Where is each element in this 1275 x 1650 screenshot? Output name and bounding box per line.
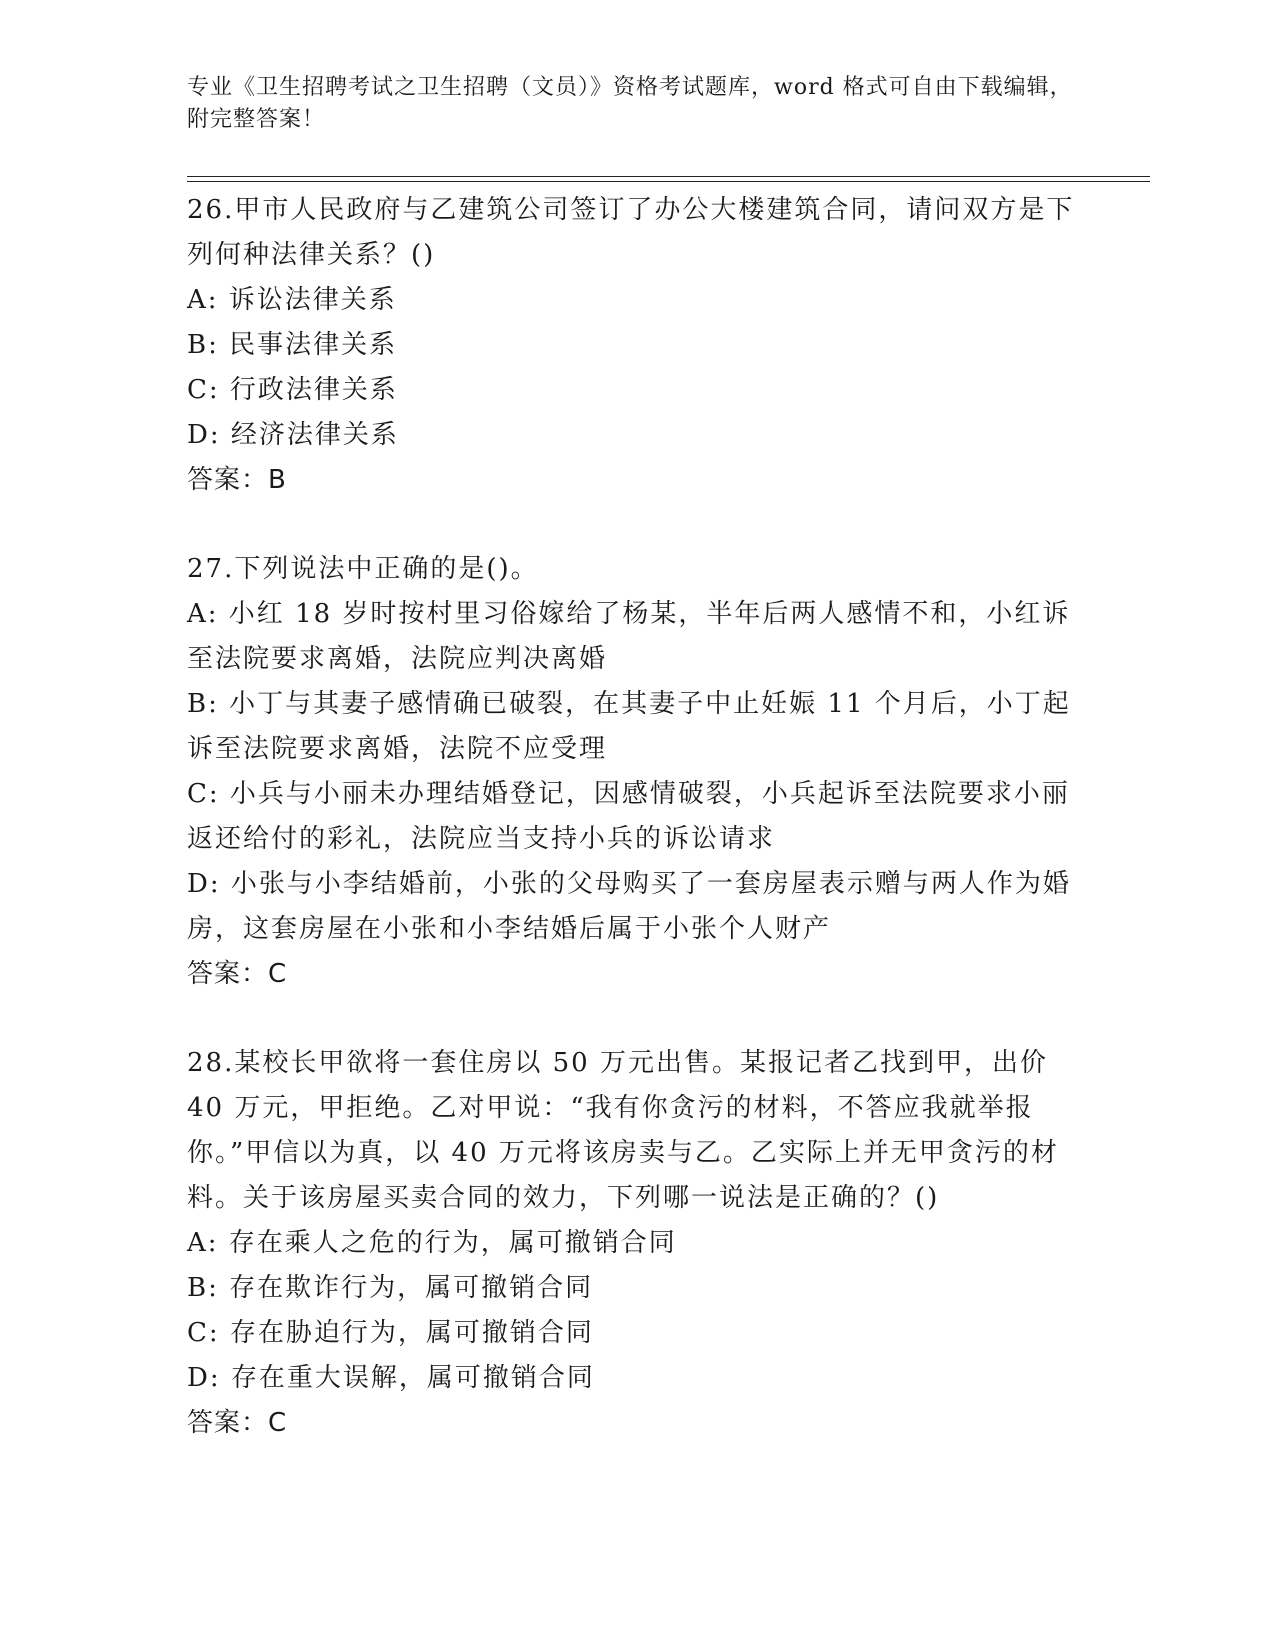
header-divider-bottom: [187, 181, 1150, 182]
header-divider-top: [187, 176, 1150, 177]
option-c: C: 小兵与小丽未办理结婚登记，因感情破裂，小兵起诉至法院要求小丽返还给付的彩礼，法院应当支持小兵的诉讼请求: [187, 779, 1070, 854]
question-stem: 28.某校长甲欲将一套住房以 50 万元出售。某报记者乙找到甲，出价 40 万元，甲拒绝。乙对甲说：“我有你贪污的材料，不答应我就举报你。”甲信以为真，以 40 万元将该房卖与乙。乙实际上并无甲贪污的材料。关于该房屋买卖合同的效力，下列哪一说法是正确的？(): [187, 1048, 1059, 1213]
question-28: [187, 1041, 1087, 1446]
option-a: A: 小红 18 岁时按村里习俗嫁给了杨某，半年后两人感情不和，小红诉至法院要求离婚，法院应判决离婚: [187, 599, 1071, 674]
option-b: B: 存在欺诈行为，属可撤销合同: [187, 1273, 594, 1303]
question-stem: 26.甲市人民政府与乙建筑公司签订了办公大楼建筑合同，请问双方是下列何种法律关系？(): [187, 195, 1075, 270]
option-a: A: 存在乘人之危的行为，属可撤销合同: [187, 1228, 677, 1258]
option-b: B: 民事法律关系: [187, 330, 398, 360]
answer-line: 答案：B: [187, 465, 287, 495]
header-note: 专业《卫生招聘考试之卫生招聘（文员）》资格考试题库，word 格式可自由下载编辑，附完整答案！: [187, 75, 1073, 132]
option-c: C: 行政法律关系: [187, 375, 398, 405]
question-27: [187, 547, 1087, 997]
option-b: B: 小丁与其妻子感情确已破裂，在其妻子中止妊娠 11 个月后，小丁起诉至法院要求离婚，法院不应受理: [187, 689, 1071, 764]
question-26: [187, 188, 1087, 503]
option-d: D: 经济法律关系: [187, 420, 399, 450]
option-a: A: 诉讼法律关系: [187, 285, 397, 315]
option-d: D: 存在重大误解，属可撤销合同: [187, 1363, 595, 1393]
option-d: D: 小张与小李结婚前，小张的父母购买了一套房屋表示赠与两人作为婚房，这套房屋在小张和小李结婚后属于小张个人财产: [187, 869, 1071, 944]
answer-line: 答案：C: [187, 1408, 288, 1438]
question-stem: 27.下列说法中正确的是()。: [187, 554, 539, 584]
answer-line: 答案：C: [187, 959, 288, 989]
option-c: C: 存在胁迫行为，属可撤销合同: [187, 1318, 594, 1348]
question-list: [187, 188, 1087, 1490]
